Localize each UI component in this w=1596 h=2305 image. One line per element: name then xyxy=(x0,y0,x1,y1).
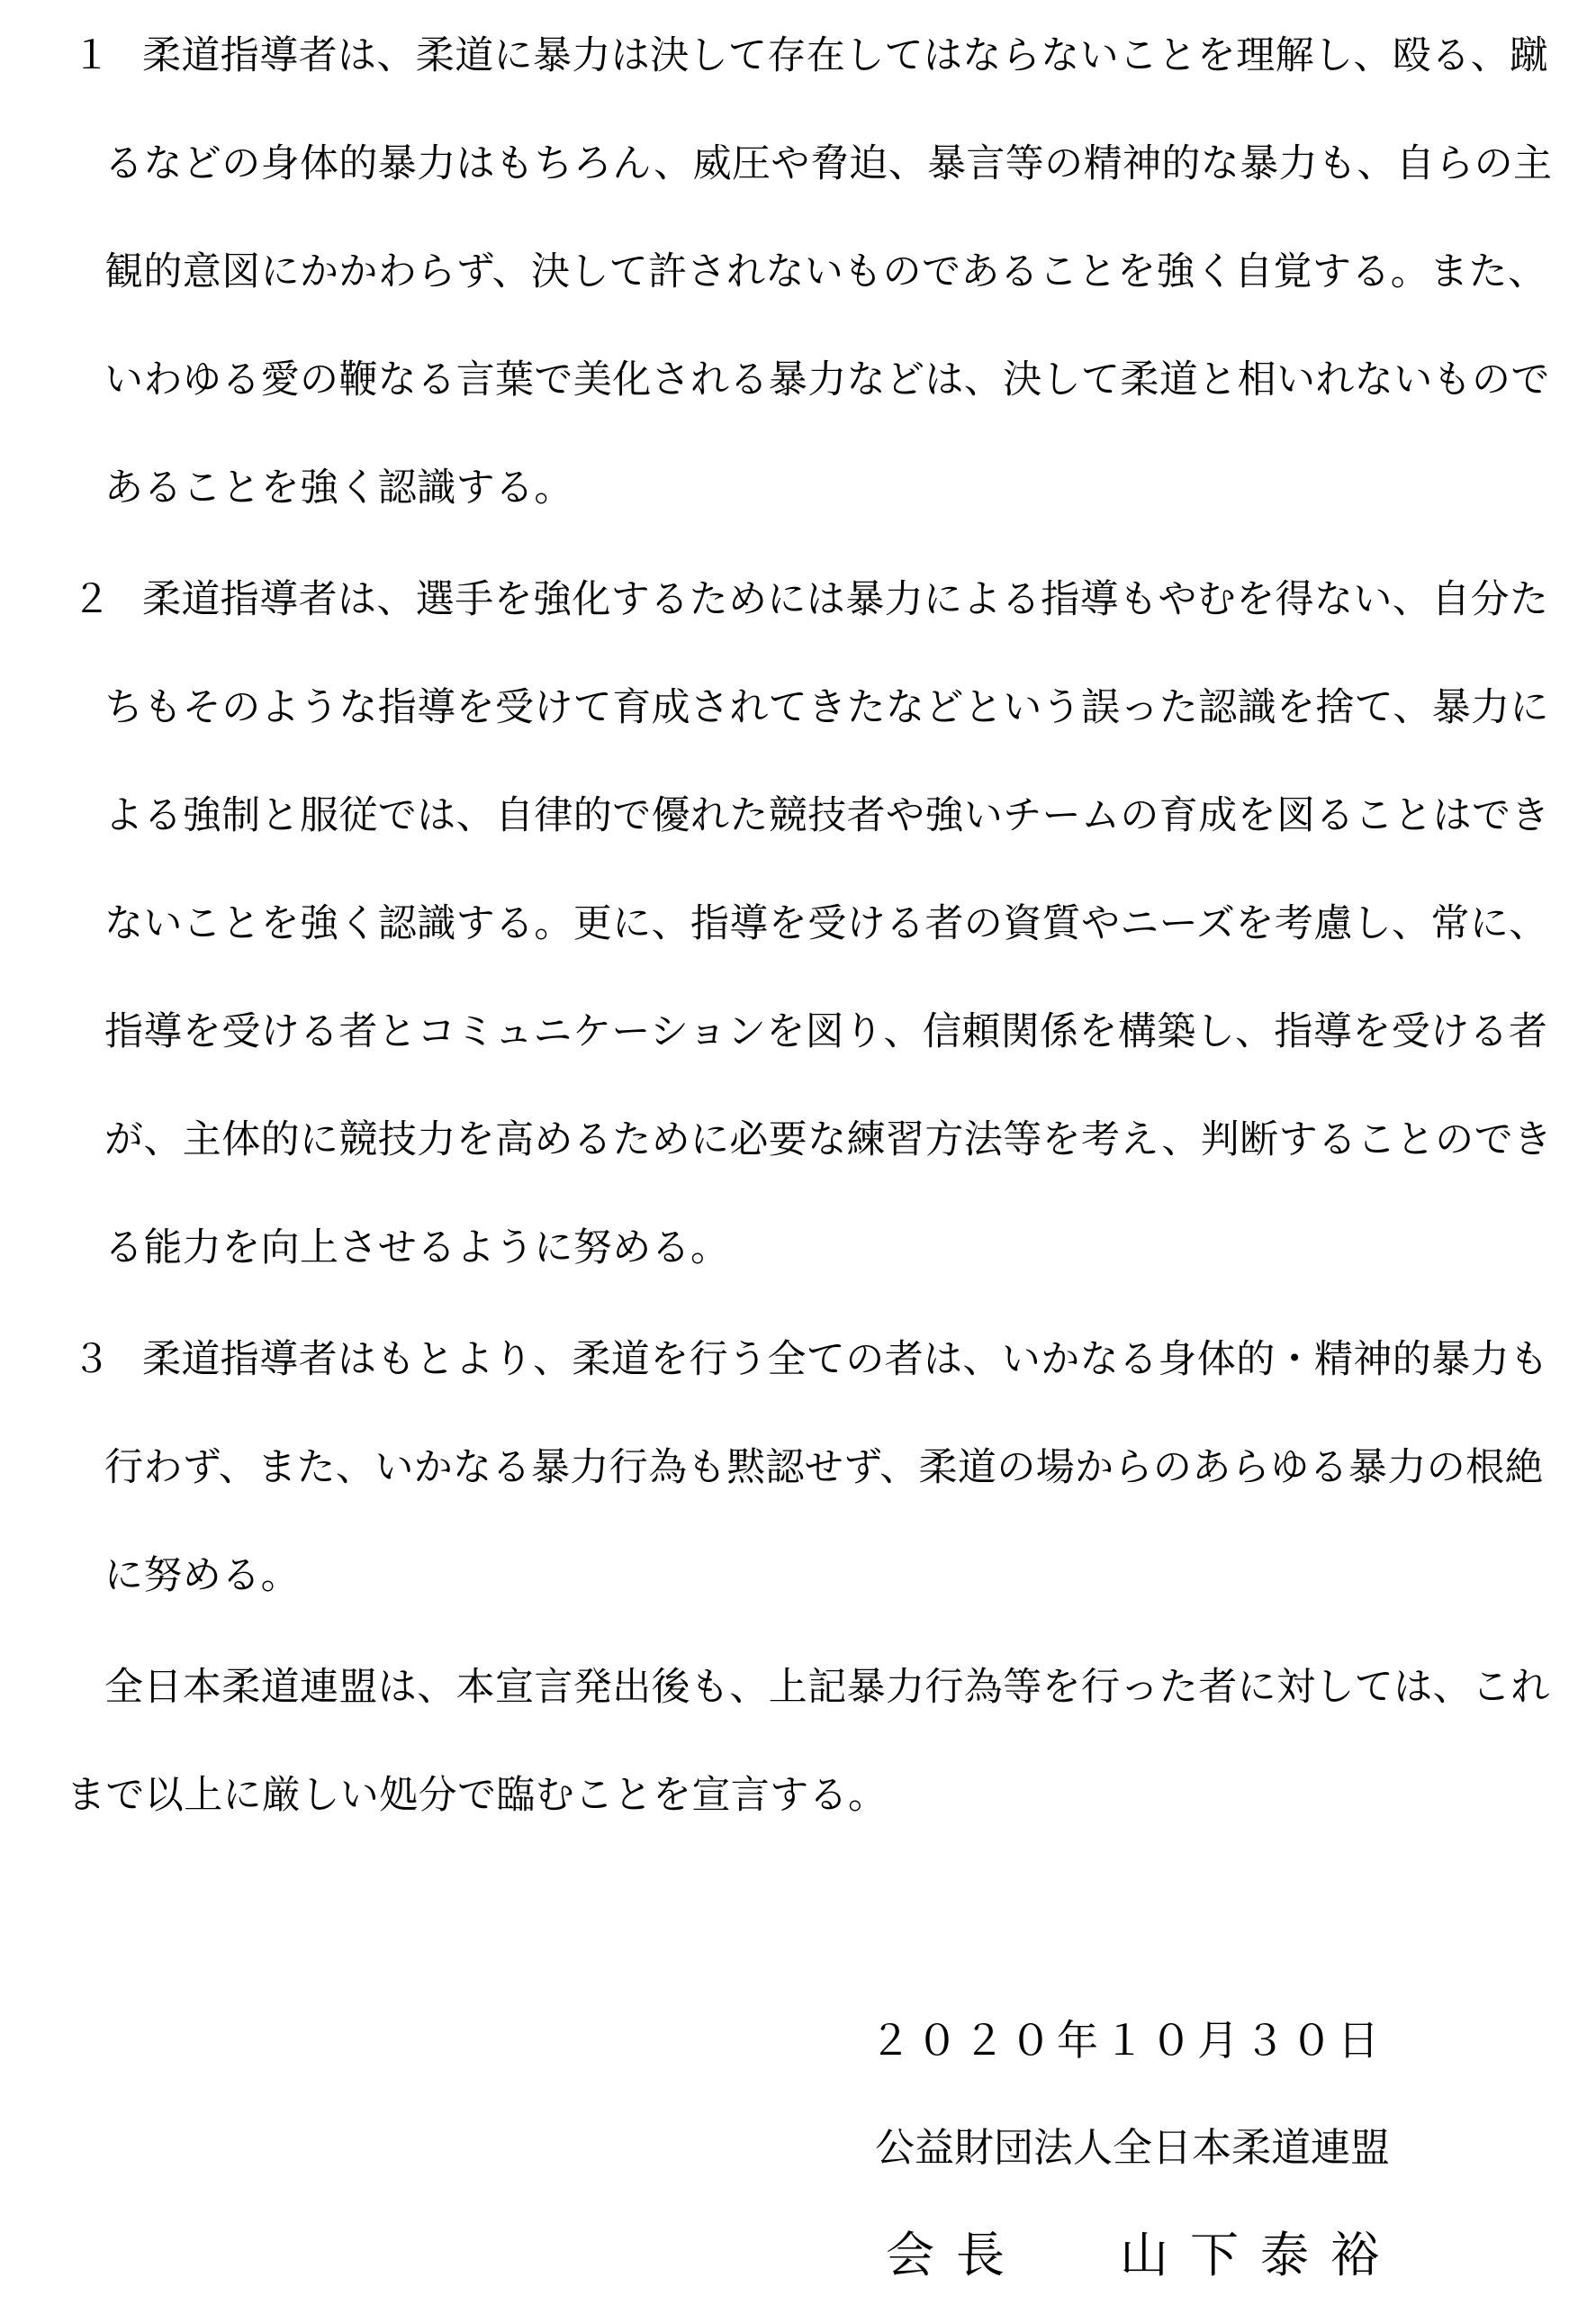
article-number: ２ xyxy=(72,577,111,622)
declaration-line: まで以上に厳しい処分で臨むことを宣言する。 xyxy=(67,1773,888,1818)
article-line: 行わず、また、いかなる暴力行為も黙認せず、柔道の場からのあらゆる暴力の根絶 xyxy=(104,1445,1544,1490)
declaration-line: 全日本柔道連盟は、本宣言発出後も、上記暴力行為等を行った者に対しては、これ xyxy=(104,1665,1550,1710)
article-line: 観的意図にかかわらず、決して許されないものであることを強く自覚する。また、 xyxy=(104,249,1547,294)
issue-date: ２０２０年１０月３０日 xyxy=(870,2016,1384,2065)
article-line: ちもそのような指導を受けて育成されてきたなどという誤った認識を捨て、暴力に xyxy=(104,685,1549,730)
article-line: よる強制と服従では、自律的で優れた競技者や強いチームの育成を図ることはでき xyxy=(104,793,1550,838)
article-line: いわゆる愛の鞭なる言葉で美化される暴力などは、決して柔道と相いれないもので xyxy=(104,357,1550,402)
signatory-name: 山下泰裕 xyxy=(1120,2227,1401,2283)
article-line: が、主体的に競技力を高めるために必要な練習方法等を考え、判断することのでき xyxy=(104,1117,1553,1162)
article-line: 柔道指導者は、選手を強化するためには暴力による指導もやむを得ない、自分た xyxy=(142,577,1549,622)
article-line: 指導を受ける者とコミュニケーションを図り、信頼関係を構築し、指導を受ける者 xyxy=(104,1009,1548,1054)
signatory-title: 会長 xyxy=(886,2227,1026,2283)
article-line: る能力を向上させるように努める。 xyxy=(104,1225,730,1270)
organization-name: 公益財団法人全日本柔道連盟 xyxy=(875,2125,1390,2171)
article-number: １ xyxy=(72,33,111,78)
article-line: 柔道指導者はもとより、柔道を行う全ての者は、いかなる身体的・精神的暴力も xyxy=(142,1337,1549,1382)
article-line: に努める。 xyxy=(104,1553,300,1598)
article-number: ３ xyxy=(72,1337,111,1382)
article-line: ないことを強く認識する。更に、指導を受ける者の資質やニーズを考慮し、常に、 xyxy=(104,901,1548,946)
article-line: 柔道指導者は、柔道に暴力は決して存在してはならないことを理解し、殴る、蹴 xyxy=(142,33,1549,78)
article-line: るなどの身体的暴力はもちろん、威圧や脅迫、暴言等の精神的な暴力も、自らの主 xyxy=(104,141,1553,186)
article-line: あることを強く認識する。 xyxy=(104,466,573,511)
